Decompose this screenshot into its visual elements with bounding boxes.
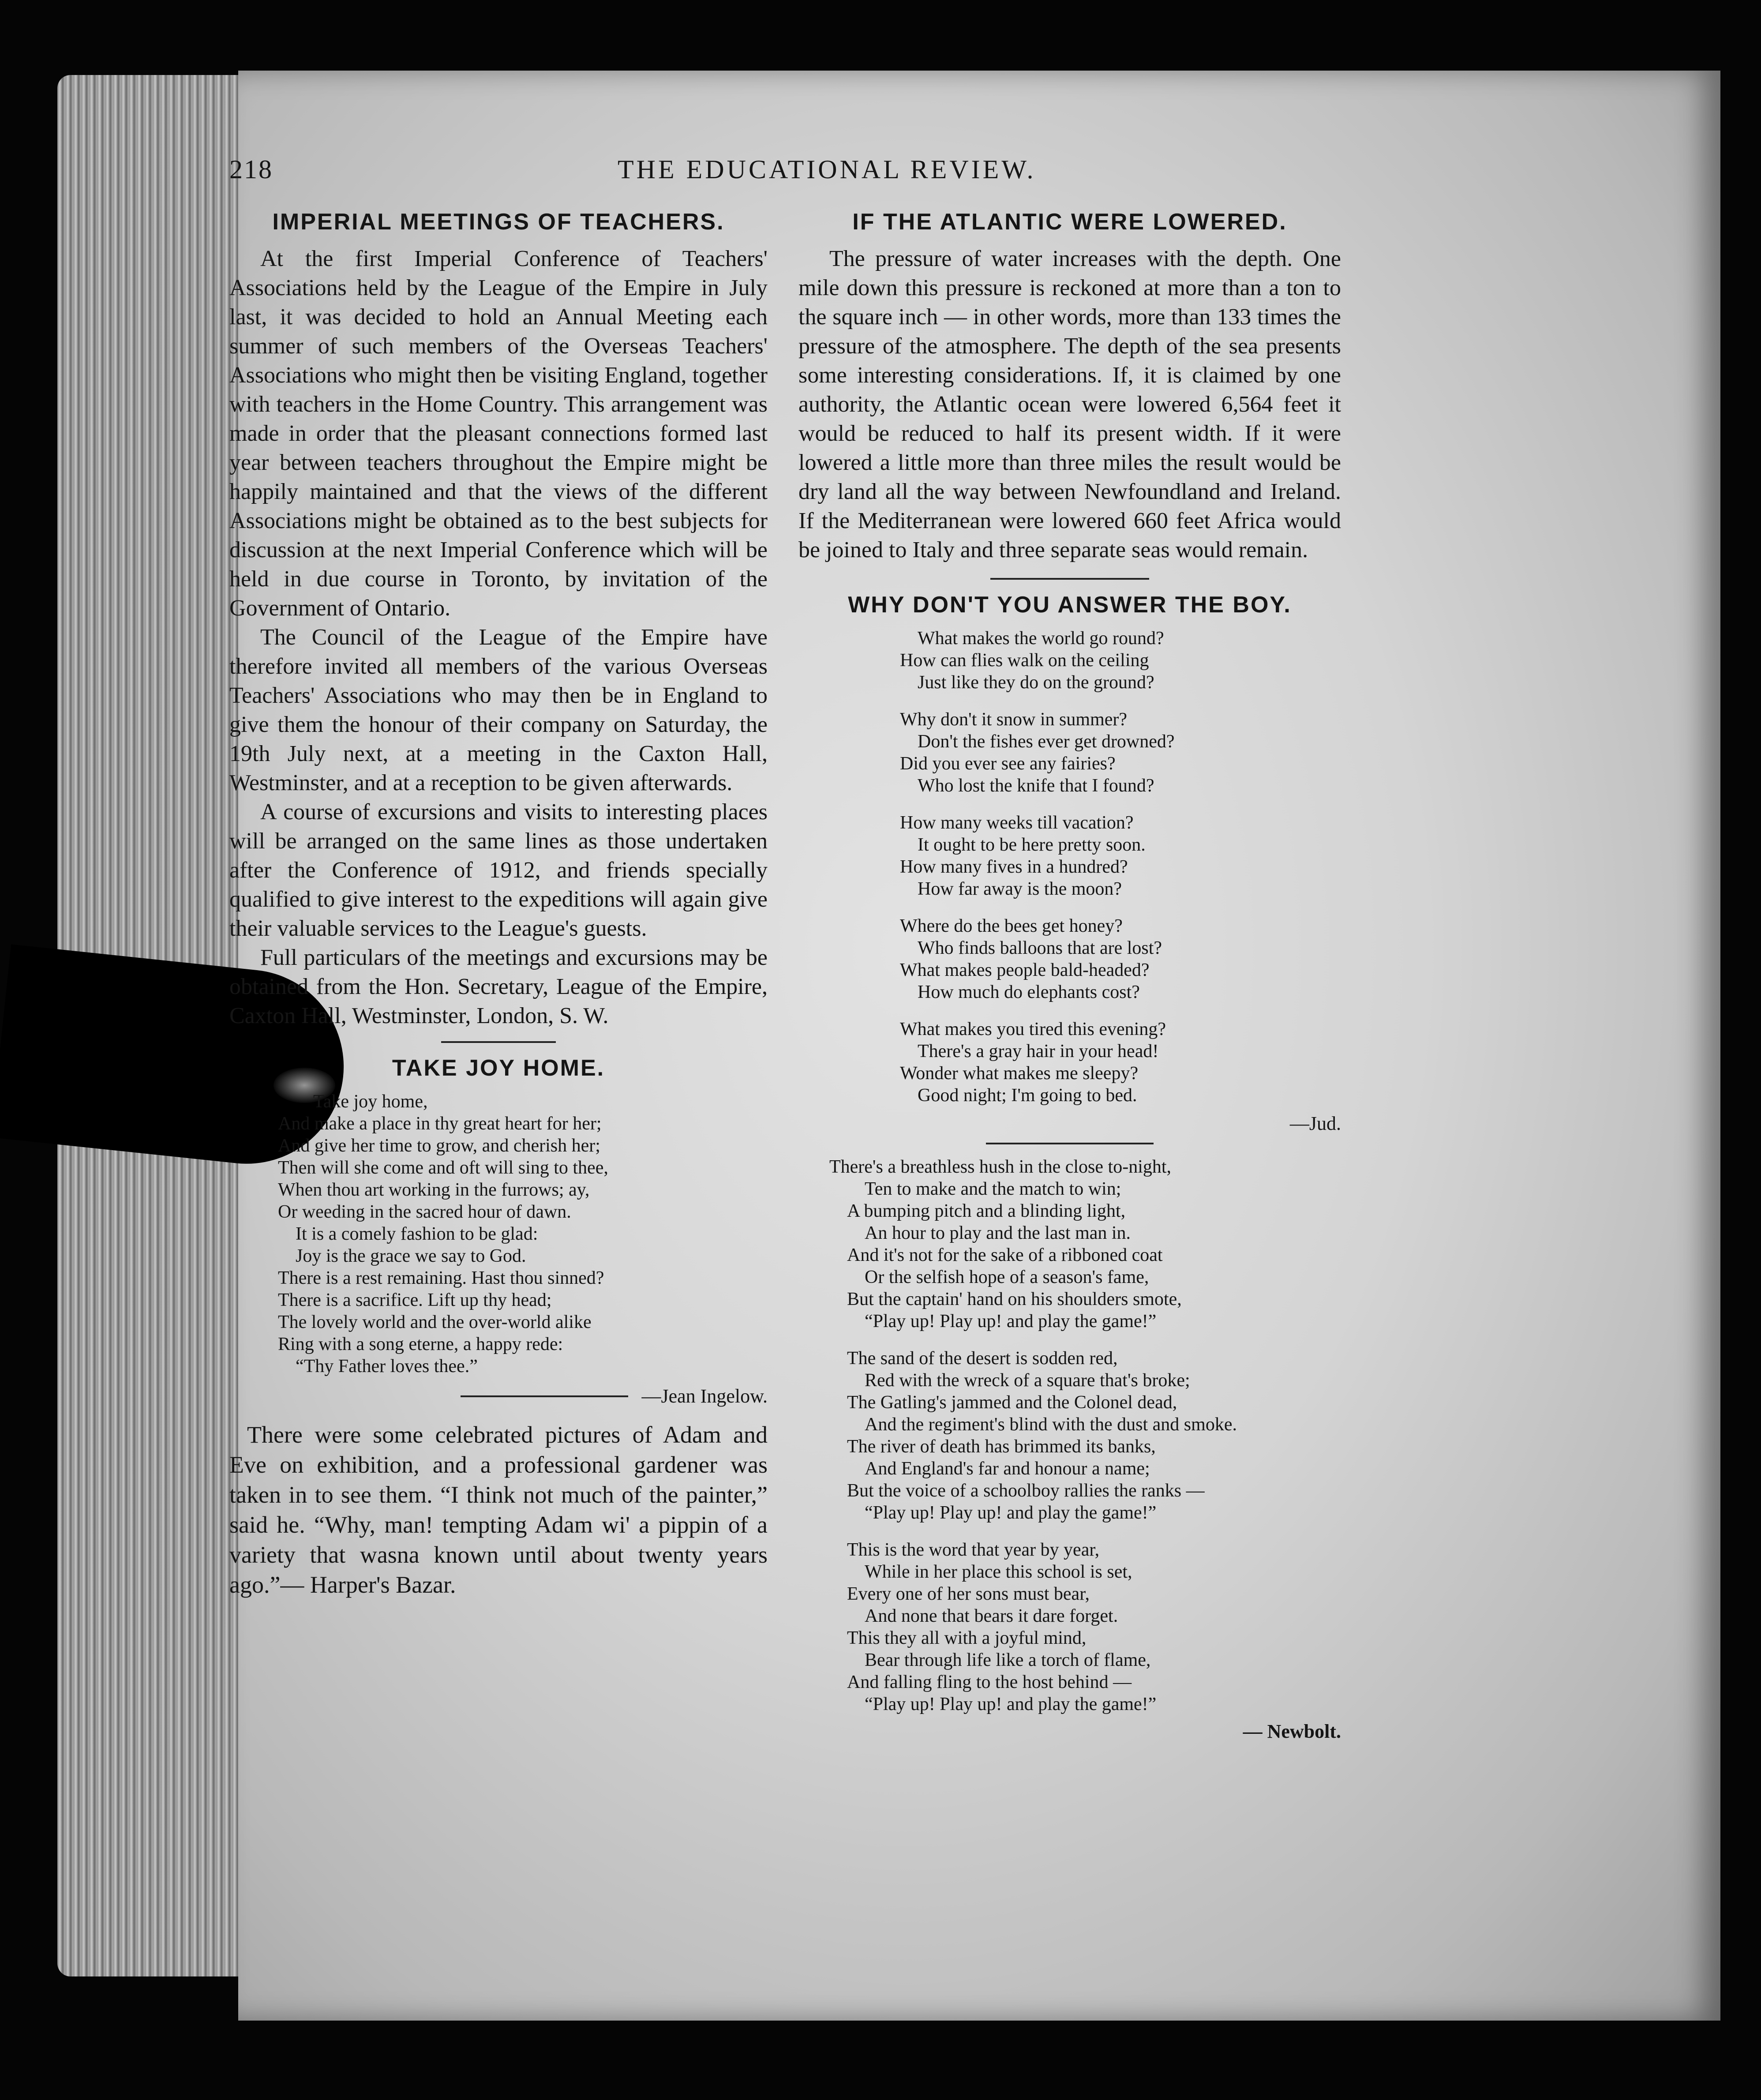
poem-line: Or the selfish hope of a season's fame, (865, 1267, 1149, 1287)
poem-line: But the voice of a schoolboy rallies the ranks — (847, 1481, 1205, 1501)
poem-attribution: —Jud. (1289, 1113, 1341, 1134)
left-column (229, 207, 768, 1600)
paragraph: The Council of the League of the Empire have therefore invited all members of the various Overseas Teachers' Associations who may then be in England to give them the honour of their company on Saturday, the 19th July next, at a meeting in the Caxton Hall, Westminster, and at a reception to be given afterwards. (229, 625, 768, 795)
poem-line: Bear through life like a torch of flame, (865, 1650, 1151, 1670)
attribution-row (229, 1382, 768, 1411)
poem-line: This is the word that year by year, (847, 1540, 1100, 1560)
article-title-atlantic: IF THE ATLANTIC WERE LOWERED. (852, 209, 1287, 235)
anecdote-paragraph: There were some celebrated pictures of Adam and Eve on exhibition, and a professional gardener was taken in to see them. “I think not much of the painter,” said he. “Why, man! tempting Adam wi' a pippin of a variety that wasna known until about twenty years ago.”— Harper's Bazar. (229, 1421, 768, 1598)
poem-line: How many fives in a hundred? (900, 857, 1128, 877)
poem-line: Ten to make and the match to win; (865, 1179, 1121, 1199)
poem-line: Wonder what makes me sleepy? (900, 1063, 1139, 1084)
section-divider (441, 1041, 556, 1043)
running-title: THE EDUCATIONAL REVIEW. (618, 155, 1036, 184)
poem-line: There is a sacrifice. Lift up thy head; (278, 1290, 552, 1310)
poem-line: How far away is the moon? (918, 879, 1122, 899)
poem-line: Where do the bees get honey? (900, 916, 1123, 936)
poem-line: There is a rest remaining. Hast thou sinned? (278, 1268, 604, 1288)
poem-line: The Gatling's jammed and the Colonel dead, (847, 1392, 1177, 1413)
poem-line: Joy is the grace we say to God. (296, 1246, 526, 1266)
poem-line: Good night; I'm going to bed. (918, 1085, 1137, 1106)
paragraph: Full particulars of the meetings and excursions may be obtained from the Hon. Secretary, League of the Empire, Caxton Hall, Westminster, London, S. W. (229, 945, 768, 1028)
poem-line: And it's not for the sake of a ribboned coat (847, 1245, 1163, 1265)
poem-line: Who finds balloons that are lost? (918, 938, 1162, 958)
section-divider (986, 1143, 1154, 1144)
poem-line: Then will she come and oft will sing to thee, (278, 1158, 608, 1178)
poem-line: While in her place this school is set, (865, 1562, 1132, 1582)
poem-line: Every one of her sons must bear, (847, 1584, 1090, 1604)
right-column (798, 207, 1341, 1746)
poem-line: And none that bears it dare forget. (865, 1606, 1118, 1626)
section-divider (461, 1395, 628, 1397)
poem-line: And make a place in thy great heart for her; (278, 1114, 602, 1134)
poem-line: It ought to be here pretty soon. (918, 835, 1146, 855)
poem-title-joy: TAKE JOY HOME. (392, 1055, 605, 1081)
poem-line: When thou art working in the furrows; ay, (278, 1180, 590, 1200)
poem-line: Ring with a song eterne, a happy rede: (278, 1334, 563, 1354)
poem-line: There's a breathless hush in the close to-night, (829, 1157, 1172, 1177)
poem-line: But the captain' hand on his shoulders smote, (847, 1289, 1182, 1309)
poem-line: Red with the wreck of a square that's broke; (865, 1370, 1190, 1391)
article-title-teachers: IMPERIAL MEETINGS OF TEACHERS. (272, 209, 725, 235)
poem-line: Take joy home, (313, 1091, 428, 1112)
poem-line: Who lost the knife that I found? (918, 776, 1154, 796)
poem-attribution: —Jean Ingelow. (641, 1385, 768, 1407)
poem-line: And give her time to grow, and cherish her; (278, 1136, 600, 1156)
poem-line: “Play up! Play up! and play the game!” (865, 1503, 1157, 1523)
poem-line: And England's far and honour a name; (865, 1459, 1150, 1479)
poem-play-up (798, 1156, 1341, 1715)
paragraph: A course of excursions and visits to interesting places will be arranged on the same lines as those undertaken after the Conference of 1912, and friends specially qualified to give interest to the expeditions will again give their valuable services to the League's guests. (229, 799, 768, 941)
poem-boy (798, 627, 1341, 1106)
poem-line: This they all with a joyful mind, (847, 1628, 1087, 1648)
paragraph: At the first Imperial Conference of Teachers' Associations held by the League of the Empire in July last, it was decided to hold an Annual Meeting each summer of such members of the Overseas Teachers' Associations who might then be visiting England, together with teachers in the Home Country. This arrangement was made in order that the pleasant connections formed last year between teachers throughout the Empire might be happily maintained and that the views of the different Associations might be obtained as to the best subjects for discussion at the next Imperial Conference which will be held in due course in Toronto, by invitation of the Government of Ontario. (229, 246, 768, 621)
poem-line: Just like they do on the ground? (918, 672, 1154, 693)
poem-line: And the regiment's blind with the dust and smoke. (865, 1414, 1237, 1435)
poem-line: An hour to play and the last man in. (865, 1223, 1131, 1243)
poem-line: It is a comely fashion to be glad: (296, 1224, 538, 1244)
poem-line: How can flies walk on the ceiling (900, 650, 1149, 671)
poem-line: The sand of the desert is sodden red, (847, 1348, 1118, 1369)
poem-line: The lovely world and the over-world alike (278, 1312, 592, 1332)
poem-line: And falling fling to the host behind — (847, 1672, 1132, 1692)
poem-line: A bumping pitch and a blinding light, (847, 1201, 1126, 1221)
poem-line: Or weeding in the sacred hour of dawn. (278, 1202, 571, 1222)
poem-joy (229, 1091, 768, 1377)
poem-line: Did you ever see any fairies? (900, 754, 1116, 774)
poem-line: Don't the fishes ever get drowned? (918, 731, 1175, 752)
poem-attribution: — Newbolt. (1243, 1721, 1341, 1742)
section-divider (990, 578, 1149, 580)
poem-line: The river of death has brimmed its banks, (847, 1436, 1156, 1457)
poem-line: “Play up! Play up! and play the game!” (865, 1311, 1157, 1331)
paragraph: The pressure of water increases with the depth. One mile down this pressure is reckoned at more than a ton to the square inch — in other words, more than 133 times the pressure of the atmosphere. The depth of the sea presents some interesting considerations. If, it is claimed by one authority, the Atlantic ocean were lowered 6,564 feet it would be reduced to half its present width. If it were lowered a little more than three miles the result would be dry land all the way between Newfoundland and Ireland. If the Mediterranean were lowered 660 feet Africa would be joined to Italy and three separate seas would remain. (798, 246, 1341, 562)
poem-line: How many weeks till vacation? (900, 813, 1134, 833)
page-number: 218 (229, 155, 273, 184)
poem-line: There's a gray hair in your head! (918, 1041, 1159, 1061)
poem-line: Why don't it snow in summer? (900, 709, 1128, 730)
poem-line: “Thy Father loves thee.” (296, 1356, 478, 1376)
poem-title-boy: WHY DON'T YOU ANSWER THE BOY. (848, 592, 1292, 618)
poem-line: How much do elephants cost? (918, 982, 1140, 1002)
poem-line: What makes the world go round? (918, 628, 1164, 649)
poem-line: What makes you tired this evening? (900, 1019, 1166, 1039)
page-header (229, 154, 1275, 199)
poem-line: “Play up! Play up! and play the game!” (865, 1694, 1157, 1714)
poem-line: What makes people bald-headed? (900, 960, 1150, 980)
